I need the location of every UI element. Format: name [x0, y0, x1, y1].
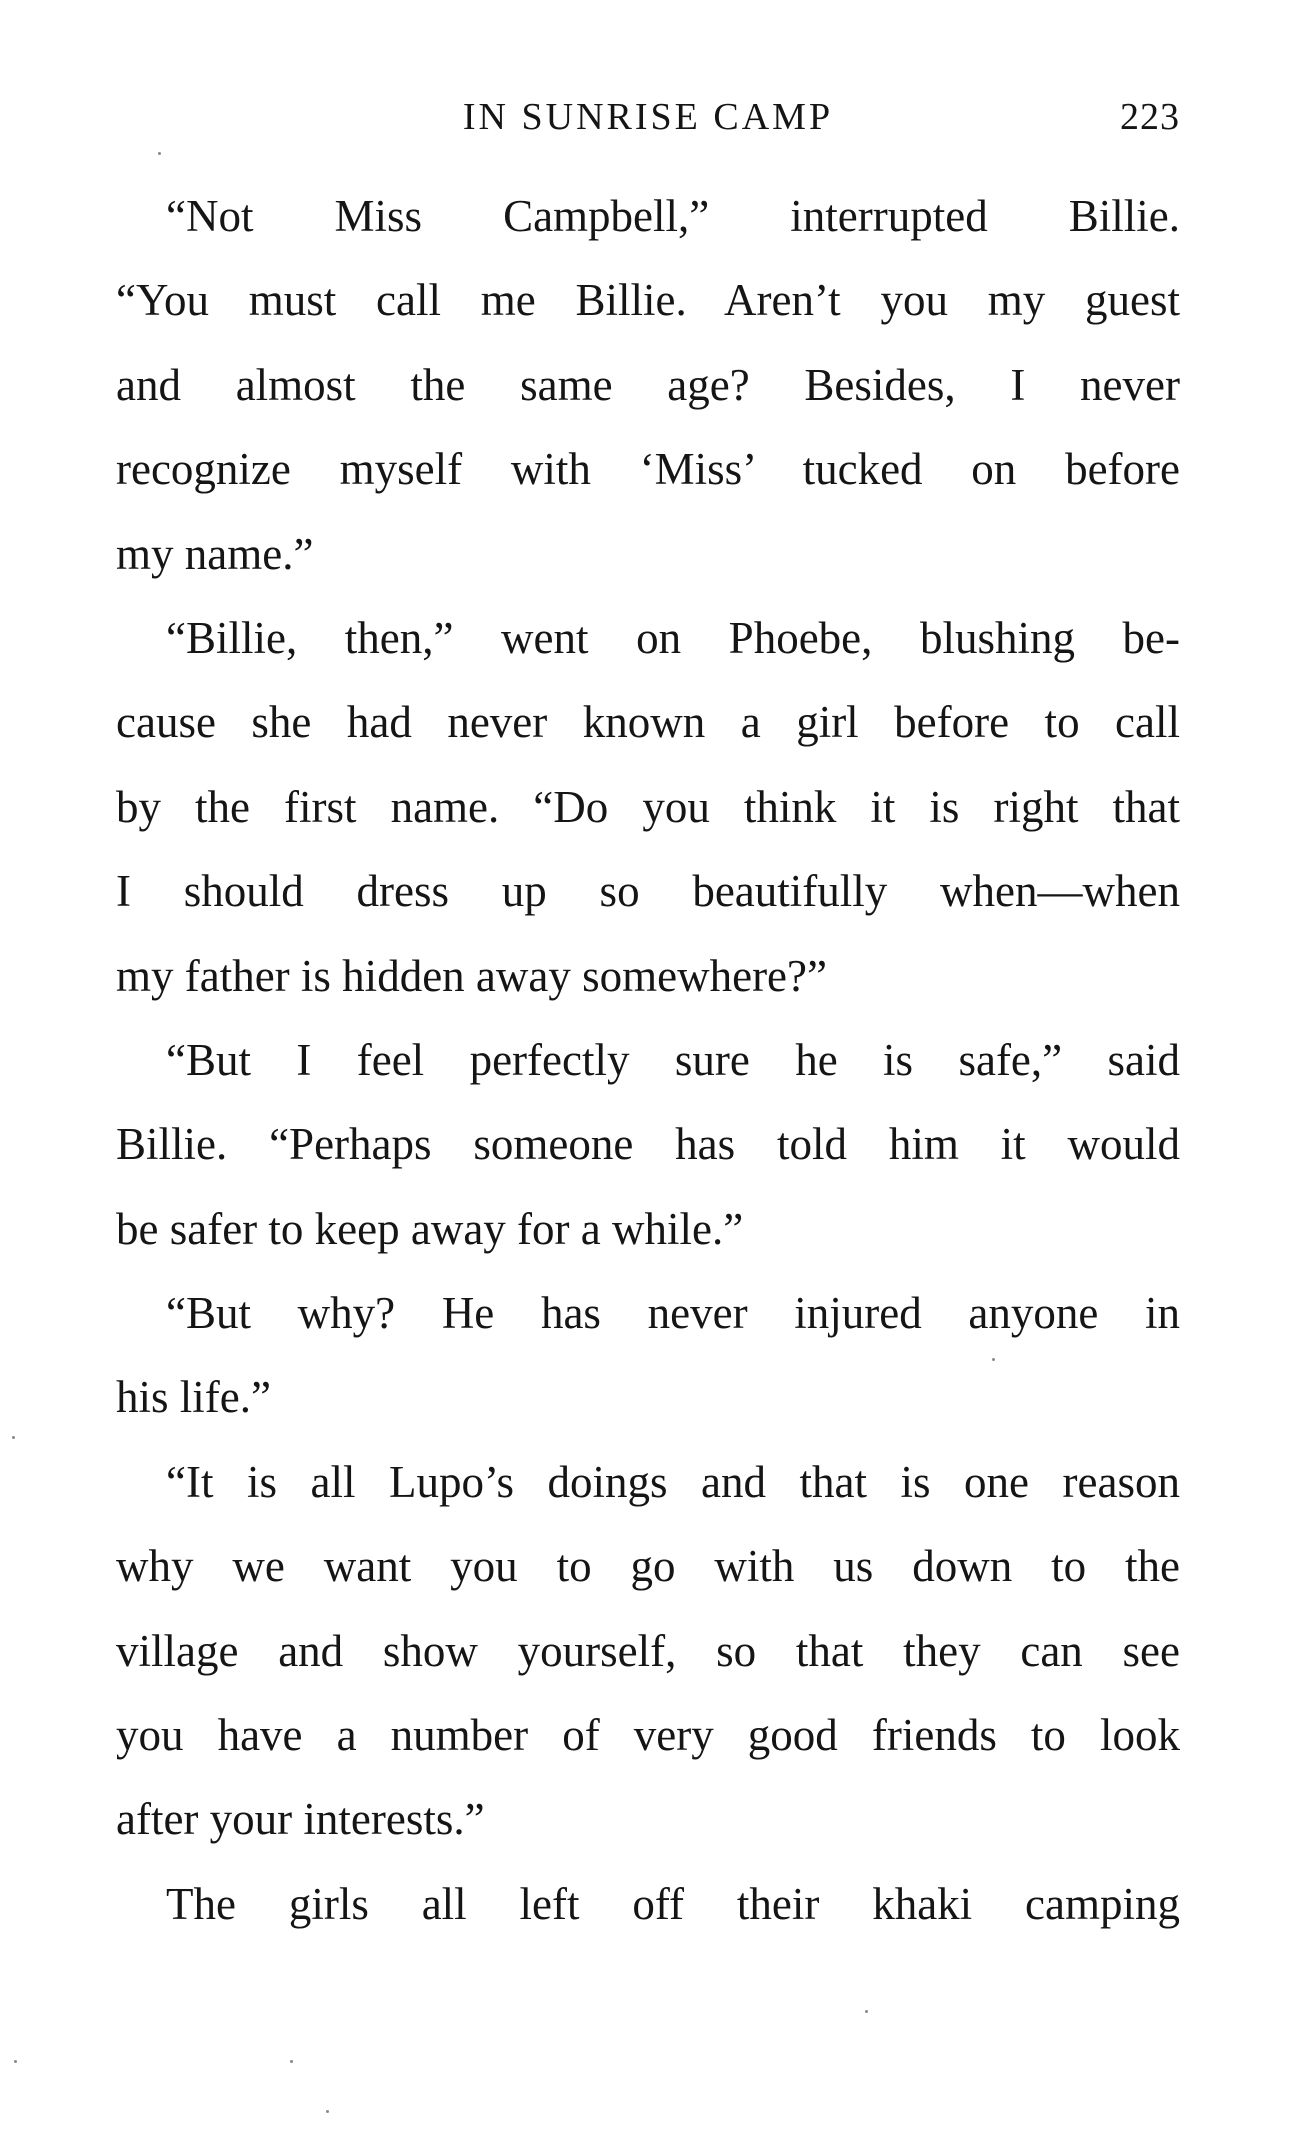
page-number: 223 — [1120, 96, 1180, 138]
text-line: you have a number of very good friends to look — [116, 1710, 1180, 1761]
text-line: his life.” — [116, 1372, 271, 1423]
running-title: IN SUNRISE CAMP — [462, 96, 834, 138]
text-line: “Not Miss Campbell,” interrupted Billie. — [166, 191, 1180, 241]
text-line: recognize myself with ‘Miss’ tucked on before — [116, 444, 1180, 495]
scan-speck — [992, 1358, 995, 1361]
text-line: after your interests.” — [116, 1794, 485, 1845]
text-line: my name.” — [116, 528, 314, 579]
text-line: be safer to keep away for a while.” — [116, 1203, 744, 1254]
text-line: “It is all Lupo’s doings and that is one reason — [166, 1456, 1180, 1507]
scan-speck — [12, 1436, 15, 1439]
text-line: Billie. “Perhaps someone has told him it would — [116, 1119, 1180, 1170]
text-line: by the first name. “Do you think it is right that — [116, 781, 1180, 832]
scan-speck — [14, 2060, 17, 2063]
text-line: why we want you to go with us down to the — [116, 1541, 1180, 1592]
scan-speck — [865, 2010, 868, 2013]
text-line: I should dress up so beautifully when—when — [116, 866, 1180, 917]
text-line: “You must call me Billie. Aren’t you my guest — [116, 275, 1180, 326]
text-line: “But why? He has never injured anyone in — [166, 1288, 1180, 1339]
text-line: and almost the same age? Besides, I never — [116, 359, 1180, 410]
text-line: my father is hidden away somewhere?” — [116, 950, 827, 1001]
scan-speck — [290, 2060, 293, 2063]
scan-speck — [158, 152, 161, 155]
text-line: “But I feel perfectly sure he is safe,” said — [166, 1034, 1180, 1085]
text-line: “Billie, then,” went on Phoebe, blushing be- — [166, 612, 1180, 663]
body-text — [116, 174, 1180, 1946]
scan-speck — [326, 2110, 329, 2113]
text-line: village and show yourself, so that they can see — [116, 1625, 1180, 1676]
text-line: cause she had never known a girl before to call — [116, 697, 1180, 748]
running-head — [116, 92, 1180, 142]
text-line: The girls all left off their khaki camping — [166, 1878, 1180, 1929]
